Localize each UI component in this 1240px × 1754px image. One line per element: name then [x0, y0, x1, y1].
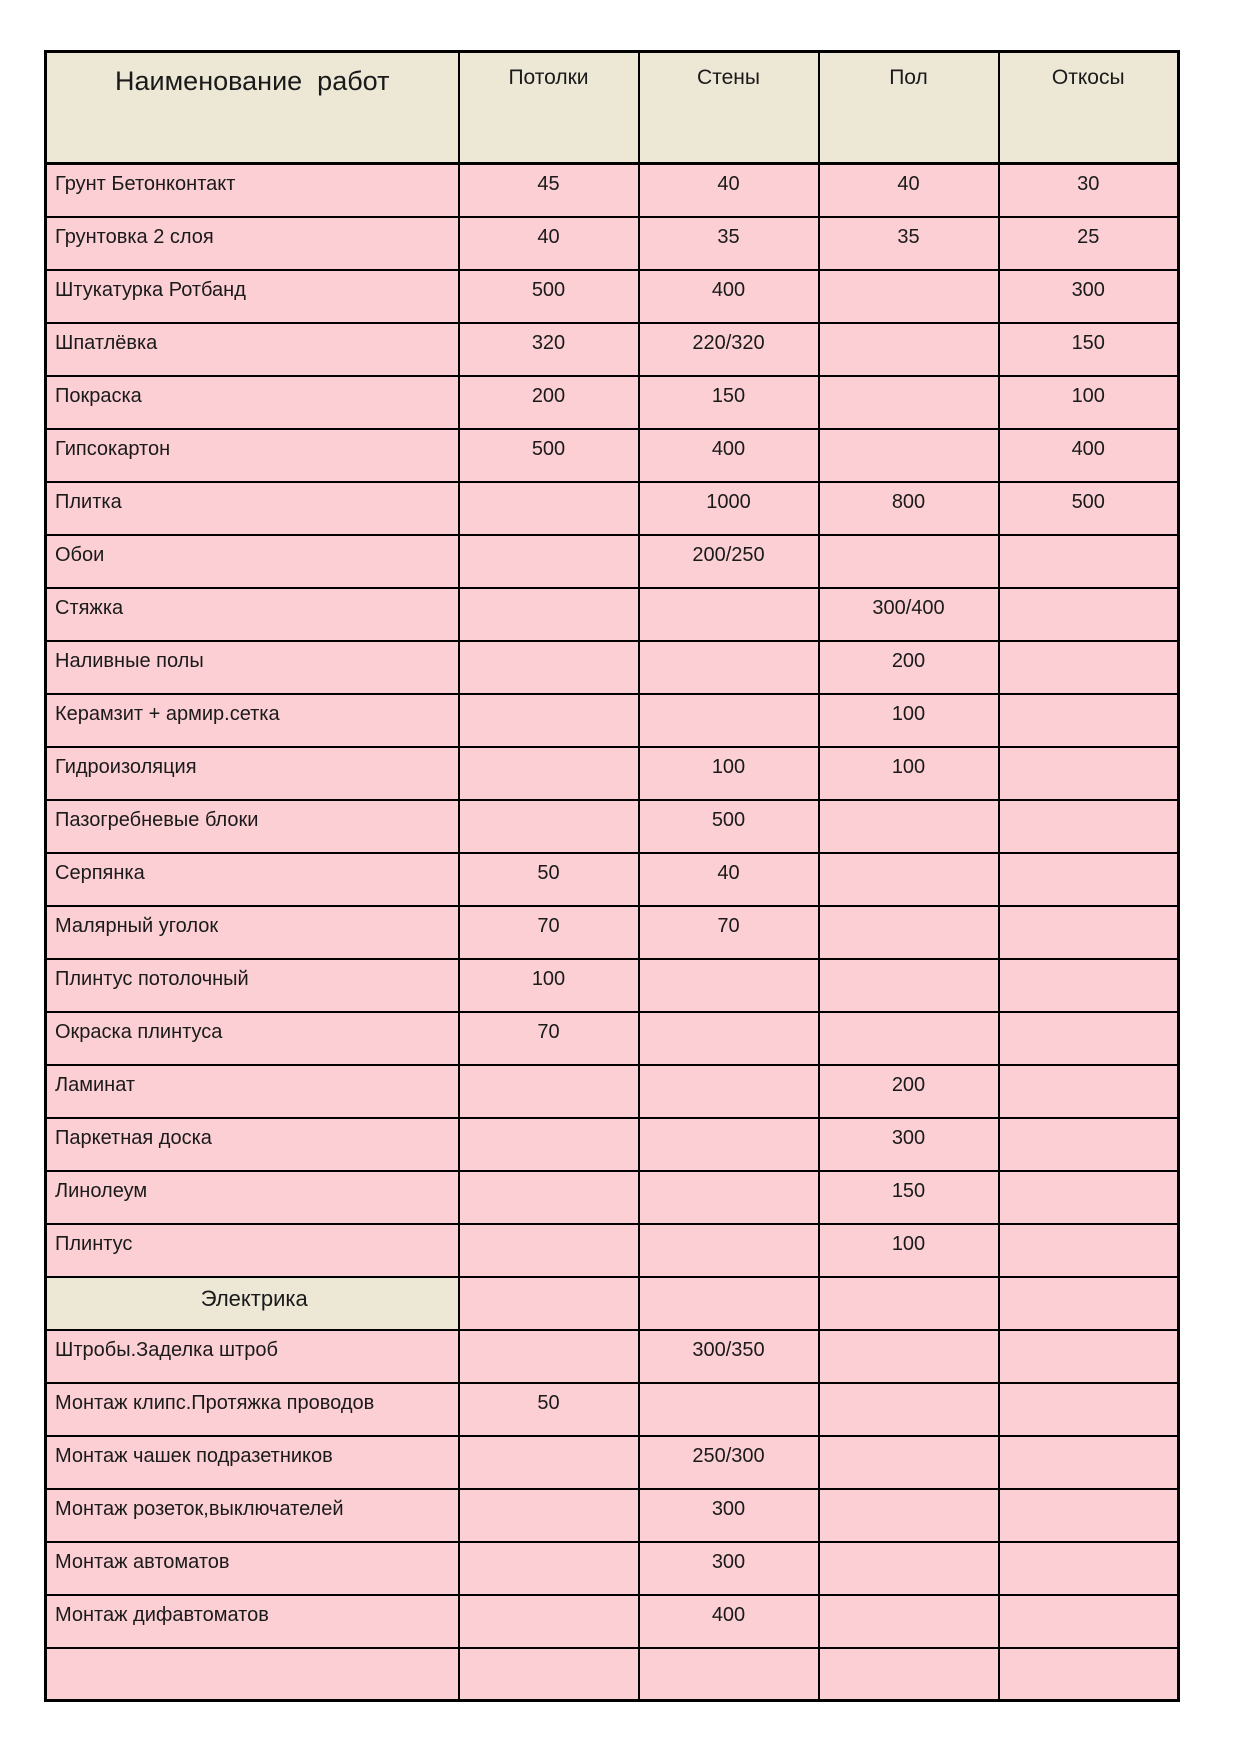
value-cell-floor: 300	[819, 1118, 999, 1171]
value-cell-floor	[819, 1489, 999, 1542]
value-cell-ceilings	[459, 1489, 639, 1542]
table-row	[46, 1542, 1179, 1595]
header-slopes: Откосы	[999, 52, 1179, 164]
value-cell-floor	[819, 323, 999, 376]
value-cell-ceilings: 500	[459, 270, 639, 323]
table-row	[46, 1171, 1179, 1224]
value-cell-slopes	[999, 535, 1179, 588]
value-cell-floor	[819, 1012, 999, 1065]
value-cell-walls	[639, 1118, 819, 1171]
value-cell-slopes	[999, 800, 1179, 853]
table-row	[46, 376, 1179, 429]
value-cell-floor	[819, 959, 999, 1012]
table-row	[46, 641, 1179, 694]
value-cell-floor: 150	[819, 1171, 999, 1224]
work-name-cell: Наливные полы	[46, 641, 459, 694]
work-name-cell: Монтаж клипс.Протяжка проводов	[46, 1383, 459, 1436]
value-cell-slopes: 100	[999, 376, 1179, 429]
value-cell-walls: 300	[639, 1542, 819, 1595]
price-table	[44, 50, 1180, 1702]
value-cell-slopes	[999, 588, 1179, 641]
value-cell-walls: 70	[639, 906, 819, 959]
value-cell-floor	[819, 535, 999, 588]
value-cell-floor: 35	[819, 217, 999, 270]
work-name-cell: Обои	[46, 535, 459, 588]
value-cell-ceilings: 70	[459, 906, 639, 959]
section-row	[46, 1277, 1179, 1330]
work-name-cell: Стяжка	[46, 588, 459, 641]
value-cell-slopes	[999, 1171, 1179, 1224]
table-row	[46, 1065, 1179, 1118]
table-row	[46, 1330, 1179, 1383]
work-name-cell: Монтаж дифавтоматов	[46, 1595, 459, 1648]
value-cell-walls	[639, 1224, 819, 1277]
value-cell-ceilings	[459, 747, 639, 800]
work-name-cell: Линолеум	[46, 1171, 459, 1224]
value-cell-walls	[639, 694, 819, 747]
value-cell-slopes	[999, 906, 1179, 959]
value-cell-walls: 250/300	[639, 1436, 819, 1489]
header-floor: Пол	[819, 52, 999, 164]
value-cell-slopes	[999, 1012, 1179, 1065]
value-cell-floor	[819, 1595, 999, 1648]
value-cell-ceilings: 500	[459, 429, 639, 482]
value-cell-walls: 220/320	[639, 323, 819, 376]
work-name-cell: Покраска	[46, 376, 459, 429]
value-cell-floor	[819, 376, 999, 429]
table-row	[46, 429, 1179, 482]
table-row	[46, 906, 1179, 959]
value-cell-walls: 150	[639, 376, 819, 429]
work-name-cell: Шпатлёвка	[46, 323, 459, 376]
table-row	[46, 164, 1179, 217]
value-cell-slopes	[999, 1489, 1179, 1542]
value-cell-floor	[819, 270, 999, 323]
table-row	[46, 1224, 1179, 1277]
table-header	[46, 52, 1179, 164]
work-name-cell: Монтаж чашек подразетников	[46, 1436, 459, 1489]
value-cell-floor	[819, 1648, 999, 1701]
value-cell-floor: 200	[819, 641, 999, 694]
work-name-cell: Гидроизоляция	[46, 747, 459, 800]
value-cell-ceilings	[459, 1542, 639, 1595]
value-cell-walls	[639, 1648, 819, 1701]
value-cell-walls: 400	[639, 1595, 819, 1648]
value-cell-slopes: 300	[999, 270, 1179, 323]
value-cell-ceilings: 40	[459, 217, 639, 270]
value-cell-floor	[819, 1383, 999, 1436]
value-cell-walls	[639, 1012, 819, 1065]
value-cell-ceilings: 50	[459, 853, 639, 906]
work-name-cell: Плинтус потолочный	[46, 959, 459, 1012]
value-cell-walls	[639, 588, 819, 641]
header-walls: Стены	[639, 52, 819, 164]
work-name-cell: Паркетная доска	[46, 1118, 459, 1171]
value-cell-floor: 200	[819, 1065, 999, 1118]
value-cell-walls: 100	[639, 747, 819, 800]
table-body	[46, 164, 1179, 1701]
value-cell-slopes	[999, 1383, 1179, 1436]
value-cell-slopes	[999, 1118, 1179, 1171]
value-cell-slopes	[999, 1648, 1179, 1701]
value-cell-floor	[819, 1330, 999, 1383]
work-name-cell: Плитка	[46, 482, 459, 535]
value-cell-floor	[819, 853, 999, 906]
value-cell-floor: 300/400	[819, 588, 999, 641]
header-work-name: Наименование работ	[46, 52, 459, 164]
value-cell-floor	[819, 906, 999, 959]
value-cell-walls: 300/350	[639, 1330, 819, 1383]
value-cell-slopes	[999, 694, 1179, 747]
value-cell-slopes	[999, 1224, 1179, 1277]
value-cell-ceilings	[459, 1171, 639, 1224]
value-cell-ceilings: 100	[459, 959, 639, 1012]
table-row	[46, 1648, 1179, 1701]
value-cell-walls: 400	[639, 429, 819, 482]
table-row	[46, 535, 1179, 588]
table-row	[46, 323, 1179, 376]
value-cell-walls	[639, 1277, 819, 1330]
work-name-cell: Грунт Бетонконтакт	[46, 164, 459, 217]
table-row	[46, 270, 1179, 323]
value-cell-slopes: 25	[999, 217, 1179, 270]
value-cell-slopes	[999, 959, 1179, 1012]
value-cell-walls	[639, 959, 819, 1012]
value-cell-floor: 100	[819, 1224, 999, 1277]
value-cell-ceilings	[459, 1065, 639, 1118]
table-row	[46, 1595, 1179, 1648]
value-cell-slopes	[999, 1277, 1179, 1330]
value-cell-ceilings	[459, 1118, 639, 1171]
value-cell-ceilings	[459, 1330, 639, 1383]
work-name-cell	[46, 1648, 459, 1701]
value-cell-slopes	[999, 641, 1179, 694]
work-name-cell: Серпянка	[46, 853, 459, 906]
value-cell-ceilings: 200	[459, 376, 639, 429]
value-cell-slopes	[999, 1330, 1179, 1383]
value-cell-ceilings: 70	[459, 1012, 639, 1065]
value-cell-ceilings	[459, 694, 639, 747]
table-row	[46, 694, 1179, 747]
value-cell-floor	[819, 1436, 999, 1489]
work-name-cell: Грунтовка 2 слоя	[46, 217, 459, 270]
value-cell-ceilings: 45	[459, 164, 639, 217]
value-cell-ceilings	[459, 1436, 639, 1489]
work-name-cell: Плинтус	[46, 1224, 459, 1277]
table-row	[46, 1383, 1179, 1436]
value-cell-walls	[639, 1065, 819, 1118]
value-cell-walls: 400	[639, 270, 819, 323]
value-cell-floor	[819, 1277, 999, 1330]
value-cell-floor: 100	[819, 747, 999, 800]
work-name-cell: Гипсокартон	[46, 429, 459, 482]
work-name-cell: Монтаж розеток,выключателей	[46, 1489, 459, 1542]
value-cell-slopes	[999, 1436, 1179, 1489]
work-name-cell: Малярный уголок	[46, 906, 459, 959]
value-cell-ceilings	[459, 482, 639, 535]
value-cell-ceilings	[459, 1224, 639, 1277]
value-cell-floor	[819, 800, 999, 853]
section-label: Электрика	[46, 1277, 459, 1330]
value-cell-walls: 40	[639, 853, 819, 906]
work-name-cell: Окраска плинтуса	[46, 1012, 459, 1065]
value-cell-slopes	[999, 747, 1179, 800]
value-cell-floor: 100	[819, 694, 999, 747]
work-name-cell: Ламинат	[46, 1065, 459, 1118]
value-cell-walls: 500	[639, 800, 819, 853]
table-row	[46, 588, 1179, 641]
value-cell-slopes: 500	[999, 482, 1179, 535]
value-cell-walls	[639, 1383, 819, 1436]
table-row	[46, 482, 1179, 535]
value-cell-ceilings: 50	[459, 1383, 639, 1436]
value-cell-walls: 40	[639, 164, 819, 217]
value-cell-slopes	[999, 853, 1179, 906]
value-cell-walls: 200/250	[639, 535, 819, 588]
work-name-cell: Керамзит + армир.сетка	[46, 694, 459, 747]
table-row	[46, 1436, 1179, 1489]
header-row	[46, 52, 1179, 164]
value-cell-floor	[819, 1542, 999, 1595]
value-cell-ceilings	[459, 800, 639, 853]
value-cell-walls: 35	[639, 217, 819, 270]
work-name-cell: Штробы.Заделка штроб	[46, 1330, 459, 1383]
value-cell-slopes	[999, 1542, 1179, 1595]
value-cell-slopes	[999, 1595, 1179, 1648]
table-row	[46, 800, 1179, 853]
value-cell-ceilings	[459, 1595, 639, 1648]
table-row	[46, 959, 1179, 1012]
table-row	[46, 1489, 1179, 1542]
value-cell-walls	[639, 1171, 819, 1224]
value-cell-slopes: 30	[999, 164, 1179, 217]
work-name-cell: Пазогребневые блоки	[46, 800, 459, 853]
value-cell-floor: 800	[819, 482, 999, 535]
value-cell-ceilings	[459, 588, 639, 641]
work-name-cell: Монтаж автоматов	[46, 1542, 459, 1595]
work-name-cell: Штукатурка Ротбанд	[46, 270, 459, 323]
value-cell-walls: 1000	[639, 482, 819, 535]
value-cell-ceilings	[459, 535, 639, 588]
value-cell-ceilings	[459, 1277, 639, 1330]
value-cell-ceilings	[459, 641, 639, 694]
value-cell-walls: 300	[639, 1489, 819, 1542]
value-cell-walls	[639, 641, 819, 694]
table-row	[46, 1012, 1179, 1065]
value-cell-floor	[819, 429, 999, 482]
value-cell-slopes: 150	[999, 323, 1179, 376]
value-cell-ceilings: 320	[459, 323, 639, 376]
value-cell-slopes: 400	[999, 429, 1179, 482]
table-row	[46, 747, 1179, 800]
header-ceilings: Потолки	[459, 52, 639, 164]
table-row	[46, 853, 1179, 906]
value-cell-slopes	[999, 1065, 1179, 1118]
table-row	[46, 1118, 1179, 1171]
table-row	[46, 217, 1179, 270]
value-cell-floor: 40	[819, 164, 999, 217]
value-cell-ceilings	[459, 1648, 639, 1701]
